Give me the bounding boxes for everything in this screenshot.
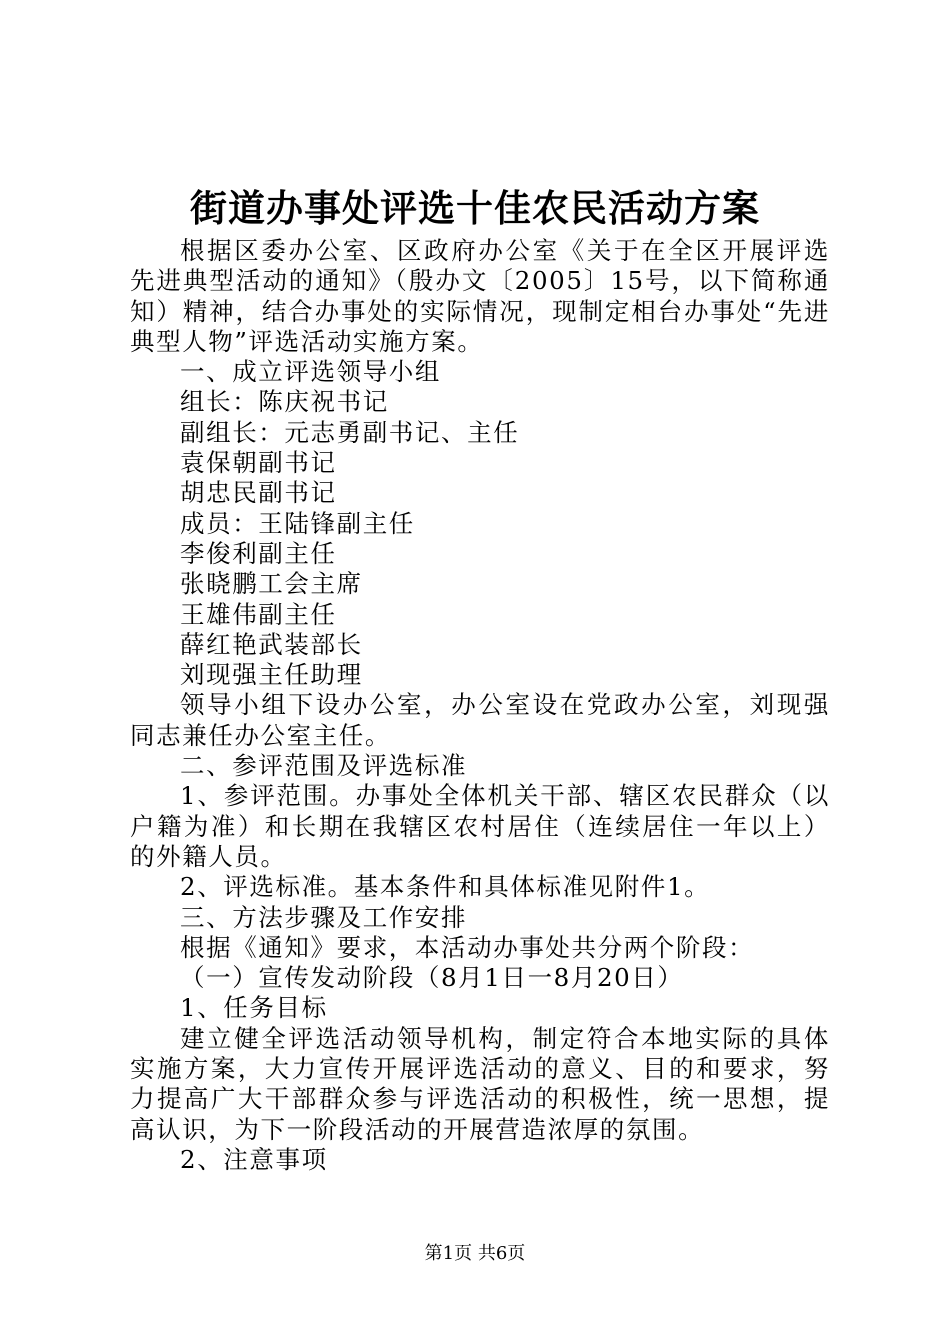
paragraph-member-2: 李俊利副主任 [180, 538, 337, 568]
paragraph-intro: 根据区委办公室、区政府办公室《关于在全区开展评选先进典型活动的通知》（殷办文〔2005〕15号，以下简称通知）精神，结合办事处的实际情况，现制定相台办事处“先进典型人物”评选活动实施方案。 [130, 236, 830, 356]
paragraph-criteria: 2、评选标准。基本条件和具体标准见附件1。 [180, 872, 711, 902]
section-heading-3: 三、方法步骤及工作安排 [180, 902, 468, 932]
document-body [130, 236, 830, 1175]
paragraph-scope: 1、参评范围。办事处全体机关干部、辖区农民群众（以户籍为准）和长期在我辖区农村居住（连续居住一年以上）的外籍人员。 [130, 781, 830, 871]
paragraph-deputy-leader: 副组长：元志勇副书记、主任 [180, 417, 520, 447]
item-heading-notes: 2、注意事项 [180, 1144, 328, 1174]
document-title: 街道办事处评选十佳农民活动方案 [190, 186, 760, 230]
paragraph-deputy-leader-2: 袁保朝副书记 [180, 448, 337, 478]
paragraph-office: 领导小组下设办公室，办公室设在党政办公室，刘现强同志兼任办公室主任。 [130, 690, 830, 750]
section-heading-2: 二、参评范围及评选标准 [180, 751, 468, 781]
paragraph-stages: 根据《通知》要求，本活动办事处共分两个阶段： [180, 932, 755, 962]
paragraph-leader: 组长：陈庆祝书记 [180, 387, 389, 417]
paragraph-goals: 建立健全评选活动领导机构，制定符合本地实际的具体实施方案，大力宣传开展评选活动的意义、目的和要求，努力提高广大干部群众参与评选活动的积极性，统一思想，提高认识，为下一阶段活动的开展营造浓厚的氛围。 [130, 1023, 830, 1144]
page-footer: 第1页 共6页 [424, 1243, 526, 1264]
paragraph-deputy-leader-3: 胡忠民副书记 [180, 478, 337, 508]
paragraph-member-6: 刘现强主任助理 [180, 660, 363, 690]
paragraph-member-4: 王雄伟副主任 [180, 599, 337, 629]
paragraph-member-5: 薛红艳武装部长 [180, 629, 363, 659]
paragraph-member-1: 成员：王陆锋副主任 [180, 508, 415, 538]
section-heading-1: 一、成立评选领导小组 [180, 357, 441, 387]
item-heading-goals: 1、任务目标 [180, 993, 328, 1023]
paragraph-member-3: 张晓鹏工会主席 [180, 569, 363, 599]
subsection-heading-stage-1: （一）宣传发动阶段（8月1日一8月20日） [180, 963, 684, 993]
